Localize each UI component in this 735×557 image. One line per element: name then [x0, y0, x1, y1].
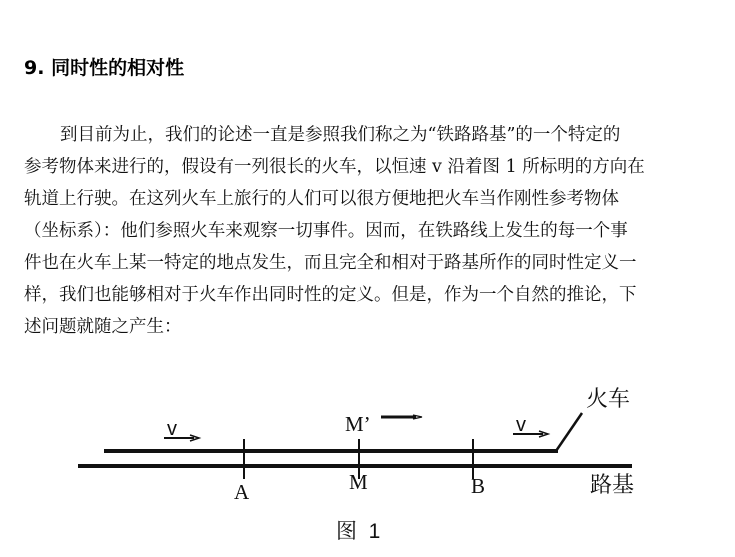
point-m-label: M — [349, 470, 368, 494]
figure-1 — [0, 375, 735, 557]
paragraph-line: 件也在火车上某一特定的地点发生，而且完全和相对于路基所作的同时性定义一 — [24, 253, 637, 273]
point-a-label: A — [234, 480, 250, 504]
body-paragraph — [24, 119, 694, 343]
figure-caption: 图 1 — [336, 520, 381, 543]
train-label: 火车 — [586, 386, 631, 411]
section-title: 同时性的相对性 — [51, 57, 185, 79]
paragraph-line: 到目前为止，我们的论述一直是参照我们称之为“铁路路基”的一个特定的 — [60, 125, 621, 145]
section-heading — [24, 55, 184, 81]
train-pointer-line — [556, 413, 582, 451]
velocity-label-right: v — [516, 414, 526, 436]
paragraph-line: 述问题就随之产生： — [24, 317, 182, 337]
point-b-label: B — [471, 474, 486, 498]
paragraph-line: （坐标系）：他们参照火车来观察一切事件。因而，在铁路线上发生的每一个事 — [24, 221, 628, 241]
paragraph-line: 轨道上行驶。在这列火车上旅行的人们可以很方便地把火车当作刚性参考物体 — [24, 189, 619, 209]
m-prime-label: M’ — [345, 412, 371, 436]
paragraph-line: 参考物体来进行的，假设有一列很长的火车，以恒速 v 沿着图 1 所标明的方向在 — [24, 157, 645, 177]
velocity-label-left: v — [167, 418, 177, 440]
embankment-label: 路基 — [590, 472, 635, 497]
section-number: 9. — [24, 57, 45, 79]
train-embankment-diagram — [0, 375, 735, 557]
paragraph-line: 样，我们也能够相对于火车作出同时性的定义。但是，作为一个自然的推论，下 — [24, 285, 637, 305]
